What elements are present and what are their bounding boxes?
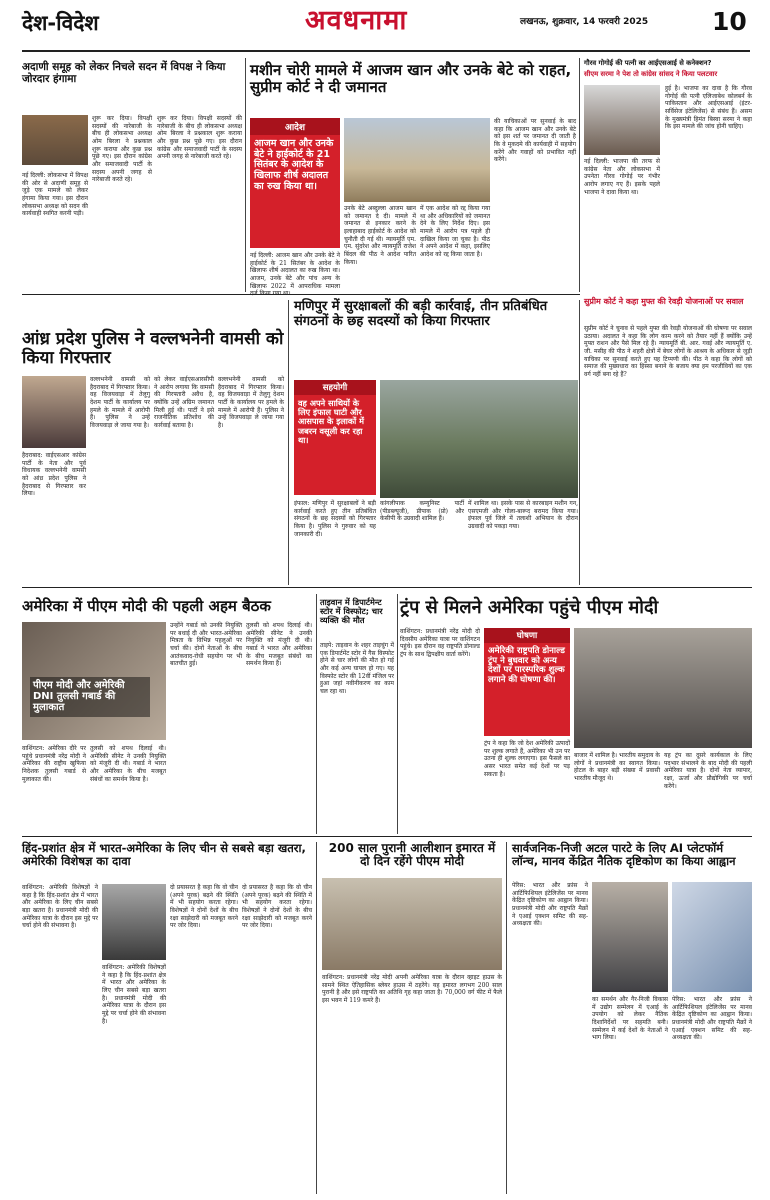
gaurav-kicker: गौरव गोगोई की पत्नी का आईएसआई से कनेक्शन? (584, 59, 712, 67)
azam-body-1: नई दिल्ली: आजम खान और उनके बेटे ने हाईकोर्ट के 21 सितंबर के आदेश के खिलाफ शीर्ष अदालत का रुख किया था। आजम, उनके बेटे और पांच अन्य के खिलाफ 2022 में आपराधिक मामला (250, 252, 340, 290)
vamsi-headline: आंध्र प्रदेश पुलिस ने वल्लभनेनी वामसी को किया गिरफ्तार (22, 329, 284, 369)
manipur-box-text: वह अपने साथियों के लिए इंफाल घाटी और आसपास के इलाकों में जबरन वसूली कर रहा था। (298, 398, 365, 445)
vamsi-body-2: वल्लभनेनी वामसी को हैदराबाद में गिरफ्तार किया। वह विजयवाड़ा में तेलुगु देशम पार्टी के कार्यालय पर हमले के मामले में आरोपी हैं। पुलिस ने उन्हें विजयवाड़ा ले जाया गया है। (90, 376, 150, 430)
trump-quote-box (484, 628, 570, 736)
blair-house-headline: 200 साल पुरानी आलीशान इमारत में दो दिन रहेंगे पीएम मोदी (328, 841, 496, 869)
vamsi-photo (22, 376, 86, 448)
section-rule (22, 294, 580, 295)
gaurav-body: हुई है। भाजपा का दावा है कि गौरव गोगोई की पत्नी एलिजाबेथ कोलबर्न के पाकिस्तान और आईएसआई (इंटर-सर्विसेज इंटेलिजेंस) से संबंध हैं। असम के मुख्यमंत्री हिमंत बिस्वा सरमा ने कहा कि इस मामले की जांच होनी चाहिए। (665, 85, 752, 131)
page-number: 10 (712, 7, 747, 36)
freebies-headline: सुप्रीम कोर्ट ने कहा मुफ्त की रेवड़ी योजनाओं पर सवाल (584, 297, 744, 306)
column-divider (579, 58, 580, 292)
manipur-box-label: सहयोगी (294, 380, 376, 395)
blair-house-body: वाशिंगटन: प्रधानमंत्री नरेंद्र मोदी अपनी अमेरिका यात्रा के दौरान व्हाइट हाउस के सामने स्थित ऐतिहासिक ब्लेयर हाउस में ठहरेंगे। यह इमारत लगभग 200 साल पुरानी है और इसे राष्ट्रपति का अतिथि गृह कहा जाता है। 70,000 वर्ग फीट में फैले इस भवन में 119 कमरे हैं। (322, 974, 502, 1005)
modi-meeting-headline: अमेरिका में पीएम मोदी की पहली अहम बैठक (22, 597, 271, 615)
indo-pacific-body-1: वाशिंगटन: अमेरिकी विशेषज्ञों ने कहा है कि हिंद-प्रशांत क्षेत्र में भारत और अमेरिका के लिए चीन सबसे बड़ा खतरा है। प्रधानमंत्री मोदी की अमेरिका यात्रा के दौरान इस मुद्दे पर चर्चा होने की संभावना है। (22, 884, 98, 930)
column-divider (245, 58, 246, 292)
trump-body-2: ट्रंप ने कहा कि जो देश अमेरिकी उत्पादों पर शुल्क लगाते हैं, अमेरिका भी उन पर उतना ही शुल्क लगाएगा। इस फैसले का असर भारत समेत कई देशों पर पड़ सकता है। (484, 740, 570, 778)
trump-body-3: बाजार में शामिल है। भारतीय समुदाय के लोगों ने प्रधानमंत्री का स्वागत किया। होटल के बाहर बड़ी संख्या में प्रवासी भारतीय मौजूद थे। (574, 752, 660, 783)
gaurav-caption: नई दिल्ली: भाजपा की तरफ से कांग्रेस नेता और लोकसभा में उपनेता गौरव गोगोई पर गंभीर आरोप लगाए गए हैं। इसके पहले भाजपा ने दावा किया था। (584, 158, 660, 196)
ai-summit-headline: सार्वजनिक-निजी अटल पारटे के लिए AI प्लेटफॉर्म लॉन्च, मानव केंद्रित नैतिक दृष्टिकोण का किया आह्वान (512, 841, 736, 868)
column-divider (316, 842, 317, 1194)
masthead (0, 0, 770, 48)
trump-body-4: यह ट्रंप का दूसरे कार्यकाल के लिए पदभार संभालने के बाद मोदी की पहली अमेरिका यात्रा है। दोनों नेता व्यापार, रक्षा, ऊर्जा और प्रौद्योगिकी पर चर्चा करेंगे। (664, 752, 752, 790)
taiwan-headline: ताइवान में डिपार्टमेन्ट स्टोर में विस्फोट; चार व्यक्ति की मौत (320, 597, 383, 626)
modi-meeting-overlay: पीएम मोदी और अमेरिकी DNI तुलसी गबार्ड की मुलाकात (30, 677, 150, 717)
azam-body-3: में एक आदेश को रद्द किया गया था और अधिकारियों को जमानत देने के लिए निर्देश दिए। इस मामले में आरोप पत्र पहले ही दाखिल किया जा चुका है। पीठ ने अपने आदेश में कहा, इसलिए आदेश को रद्द किया जाता है। (420, 205, 490, 259)
adani-body: शुरू कर दिया। विपक्षी सदस्यों की नारेबाजी के बीच ही लोकसभा अध्यक्ष ओम बिरला ने प्रश्नकाल शुरू कराया और कुछ प्रश्न पूछे गए। इस दौरान कांग्रेस और समाजवादी पार्टी के सदस्य अपनी जगह से नारेबाजी करते रहे। (92, 115, 152, 184)
modi-meeting-body-3: उन्होंने गबार्ड को उनकी नियुक्ति पर बधाई दी और भारत-अमेरिका मित्रता के विभिन्न पहलुओं पर चर्चा की। दोनों नेताओं के बीच आतंकवाद-रोधी सहयोग पर भी बातचीत हुई। (170, 622, 242, 668)
azam-body-2: उनके बेटे अब्दुल्ला आजम खान को जमानत दे दी। मामले में जमानत से इनकार करने के इलाहाबाद हाईकोर्ट के आदेश को चुनौती दी गई थी। न्यायमूर्ति एम. एम. सुंदरेश और न्यायमूर्ति राजेश बिंदल की पीठ ने आदेश पारित किया। (344, 205, 416, 266)
trump-headline: ट्रंप से मिलने अमेरिका पहुंचे पीएम मोदी (400, 597, 659, 618)
expert-photo (102, 884, 166, 960)
section-rule (22, 587, 752, 588)
newspaper-logo: अवधनामा (305, 5, 408, 36)
column-divider (316, 594, 317, 834)
dateline: लखनऊ, शुक्रवार, 14 फरवरी 2025 (520, 17, 649, 27)
ai-summit-body-2: का समर्थन और गैर-निजी विकास में उद्योग सम्मेलन में एआई के उपयोग को लेकर नैतिक दिशानिर्देशों पर सहमति बनी। सम्मेलन में कई देशों के नेताओं ने भाग लिया। (592, 996, 668, 1042)
ai-robot-photo (672, 882, 752, 992)
security-forces-photo (380, 380, 578, 498)
ai-summit-body-1: पेरिस: भारत और फ्रांस ने आर्टिफिशियल इंटेलिजेंस पर मानव केंद्रित दृष्टिकोण का आह्वान किया। प्रधानमंत्री मोदी और राष्ट्रपति मैक्रों ने एआई एक्शन समिट की सह-अध्यक्षता की। (512, 882, 588, 928)
ai-summit-body-3: पेरिस: भारत और फ्रांस ने आर्टिफिशियल इंटेलिजेंस पर मानव केंद्रित दृष्टिकोण का आह्वान किया। प्रधानमंत्री मोदी और राष्ट्रपति मैक्रों ने एआई एक्शन समिट की सह-अध्यक्षता की। (672, 996, 752, 1042)
freebies-body: सुप्रीम कोर्ट ने चुनाव से पहले मुफ्त की रेवड़ी योजनाओं की घोषणा पर सवाल उठाया। अदालत ने कहा कि लोग काम करने को तैयार नहीं हैं क्योंकि उन्हें मुफ्त राशन और पैसे मिल रहे हैं। न्यायमूर्ति बी. आर. गवई और न्यायमूर्ति ए. जी. मसीह की पीठ ने शहरी क्षेत्रों में बेघर लोगों के आश्रय के अधिकार से जुड़ी याचिका पर सुनवाई करते हुए यह टिप्पणी की। पीठ ने कहा कि लोगों को समाज की मुख्यधारा का हिस्सा बनाने के बजाय क्या हम परजीवियों का एक वर्ग नहीं बना रहे हैं? (584, 325, 752, 379)
manipur-body-2: में शामिल था। इसके पास से कारबाइन मशीन गन, एसएमजी और गोला-बारूद बरामद किया गया। इंफाल पूर्व जिले में तलाशी अभियान के दौरान उग्रवादी को पकड़ा गया। (468, 500, 578, 531)
indo-pacific-body-3: दो प्रयासरत है कहा कि वो चीन (अपने पूरक) बढ़ने की स्थिति में भी सहयोग करता रहेगा। विशेषज्ञों ने दोनों देशों के बीच रक्षा साझेदारी को मजबूत करने पर जोर दिया। (170, 884, 238, 930)
section-label: देश-विदेश (22, 11, 99, 35)
section-rule (22, 836, 752, 837)
gaurav-gogoi-photo (584, 85, 660, 155)
modi-macron-photo (592, 882, 668, 992)
vamsi-body-4: वल्लभनेनी वामसी को हैदराबाद में गिरफ्तार किया। वह विजयवाड़ा में तेलुगु देशम पार्टी के कार्यालय पर हमले के मामले में आरोपी हैं। पुलिस ने उन्हें विजयवाड़ा ले जाया गया है। (218, 376, 284, 430)
azam-quote-box (250, 118, 340, 248)
indo-pacific-headline: हिंद-प्रशांत क्षेत्र में भारत-अमेरिका के लिए चीन से सबसे बड़ा खतरा, अमेरिकी विशेषज्ञ का दावा (22, 841, 306, 868)
indo-pacific-body-4: दो प्रयासरत है कहा कि वो चीन (अपने पूरक) बढ़ने की स्थिति में भी सहयोग करता रहेगा। विशेषज्ञों ने दोनों देशों के बीच रक्षा साझेदारी को मजबूत करने पर जोर दिया। (242, 884, 312, 930)
vamsi-body-3: को लेकर वाईएसआरसीपी ने आरोप लगाया कि वामसी की गिरफ्तारी अवैध है, क्योंकि उन्हें अग्रिम जमानत मिली हुई थी। पार्टी ने इसे राजनीतिक प्रतिशोध की कार्रवाई बताया है। (154, 376, 214, 430)
masthead-rule (22, 50, 750, 52)
modi-gabbard-photo (22, 622, 166, 740)
trump-box-label: घोषणा (484, 628, 570, 643)
manipur-caption: कांगलीपाक कम्युनिस्ट पार्टी (पीडब्ल्यूजी), प्रीपाक (प्रो) और केसीपी के उग्रवादी शामिल हैं। (380, 500, 464, 523)
column-divider (506, 842, 507, 1194)
indo-pacific-body-2: वाशिंगटन: अमेरिकी विशेषज्ञों ने कहा है कि हिंद-प्रशांत क्षेत्र में भारत और अमेरिका के लिए चीन सबसे बड़ा खतरा है। प्रधानमंत्री मोदी की अमेरिका यात्रा के दौरान इस मुद्दे पर चर्चा होने की संभावना है। (102, 964, 166, 1025)
blair-house-photo (322, 878, 502, 970)
manipur-body-1: इंफाल: मणिपुर में सुरक्षाबलों ने बड़ी कार्रवाई करते हुए तीन प्रतिबंधित संगठनों के छह सदस्यों को गिरफ्तार किया है। पुलिस ने गुरुवार को यह जानकारी दी। (294, 500, 376, 538)
manipur-quote-box (294, 380, 376, 495)
supreme-court-photo (344, 118, 490, 202)
column-divider (397, 594, 398, 834)
parliament-photo (22, 115, 88, 165)
azam-box-label: आदेश (250, 118, 340, 135)
column-divider (579, 300, 580, 585)
modi-meeting-body-4: तुलसी को शपथ दिलाई थी। अमेरिकी सीनेट ने उनकी नियुक्ति को मंजूरी दी थी। गबार्ड ने भारत और अमेरिका के बीच मजबूत संबंधों का समर्थन किया है। (246, 622, 312, 668)
trump-box-text: अमेरिकी राष्ट्रपति डोनाल्ड ट्रंप ने बुधवार को अन्य देशों पर पारस्परिक शुल्क लगाने की घोषणा की। (488, 646, 565, 685)
adani-headline: अदाणी समूह को लेकर निचले सदन में विपक्ष ने किया जोरदार हंगामा (22, 61, 226, 85)
vamsi-caption: हैदराबाद: वाईएसआर कांग्रेस पार्टी के नेता और पूर्व विधायक वल्लभनेनी वामसी को आंध्र प्रदेश पुलिस ने हैदराबाद से गिरफ्तार कर लिया। (22, 452, 86, 498)
azam-headline: मशीन चोरी मामले में आजम खान और उनके बेटे को राहत, सुप्रीम कोर्ट ने दी जमानत (250, 61, 572, 96)
modi-meeting-body-2: तुलसी को शपथ दिलाई थी। अमेरिकी सीनेट ने उनकी नियुक्ति को मंजूरी दी थी। गबार्ड ने भारत और अमेरिका के बीच मजबूत संबंधों का समर्थन किया है। (90, 745, 166, 783)
modi-washington-photo (574, 628, 752, 748)
column-divider (288, 300, 289, 585)
adani-body-2: शुरू कर दिया। विपक्षी सदस्यों की नारेबाजी के बीच ही लोकसभा अध्यक्ष ओम बिरला ने प्रश्नकाल शुरू कराया और कुछ प्रश्न पूछे गए। इस दौरान कांग्रेस और समाजवादी पार्टी के सदस्य अपनी जगह से नारेबाजी करते रहे। (157, 115, 242, 161)
trump-body-1: वाशिंगटन: प्रधानमंत्री नरेंद्र मोदी दो दिवसीय अमेरिका यात्रा पर वाशिंगटन पहुंचे। इस दौरान वह राष्ट्रपति डोनाल्ड ट्रंप के साथ द्विपक्षीय वार्ता करेंगे। (400, 628, 480, 659)
modi-meeting-caption: वाशिंगटन: अमेरिका दौरे पर पहुंचे प्रधानमंत्री नरेंद्र मोदी ने अमेरिका की राष्ट्रीय खुफिया निदेशक तुलसी गबार्ड से मुलाकात की। (22, 745, 86, 783)
adani-caption: नई दिल्ली: लोकसभा में विपक्ष की ओर से अदाणी समूह से जुड़े एक मामले को लेकर हंगामा किया गया। इस दौरान लोकसभा अध्यक्ष को सदन की कार्यवाही स्थगित करनी पड़ी। (22, 172, 88, 218)
taiwan-body: ताइपे: ताइवान के शहर ताइचुंग में एक डिपार्टमेंट स्टोर में गैस विस्फोट होने से चार लोगों की मौत हो गई और कई अन्य घायल हो गए। यह विस्फोट स्टोर की 12वीं मंजिल पर हुआ जहां नवीनीकरण का काम चल रहा था। (320, 642, 394, 696)
azam-body-4: की याचिकाओं पर सुनवाई के बाद कहा कि आजम खान और उनके बेटे को इस शर्त पर जमानत दी जाती है कि वे मुकदमे की कार्यवाही में सहयोग करेंगे और गवाहों को प्रभावित नहीं करेंगे। (494, 118, 576, 164)
manipur-headline: मणिपुर में सुरक्षाबलों की बड़ी कार्रवाई, तीन प्रतिबंधित संगठनों के छह सदस्यों को किया गिरफ्तार (294, 299, 548, 329)
azam-box-text: आजम खान और उनके बेटे ने हाईकोर्ट के 21 सितंबर के आदेश के खिलाफ शीर्ष अदालत का रुख किया था। (254, 138, 334, 192)
gaurav-headline: सीएम सरमा ने पेश तो कांग्रेस सांसद ने किया पलटवार (584, 70, 718, 78)
